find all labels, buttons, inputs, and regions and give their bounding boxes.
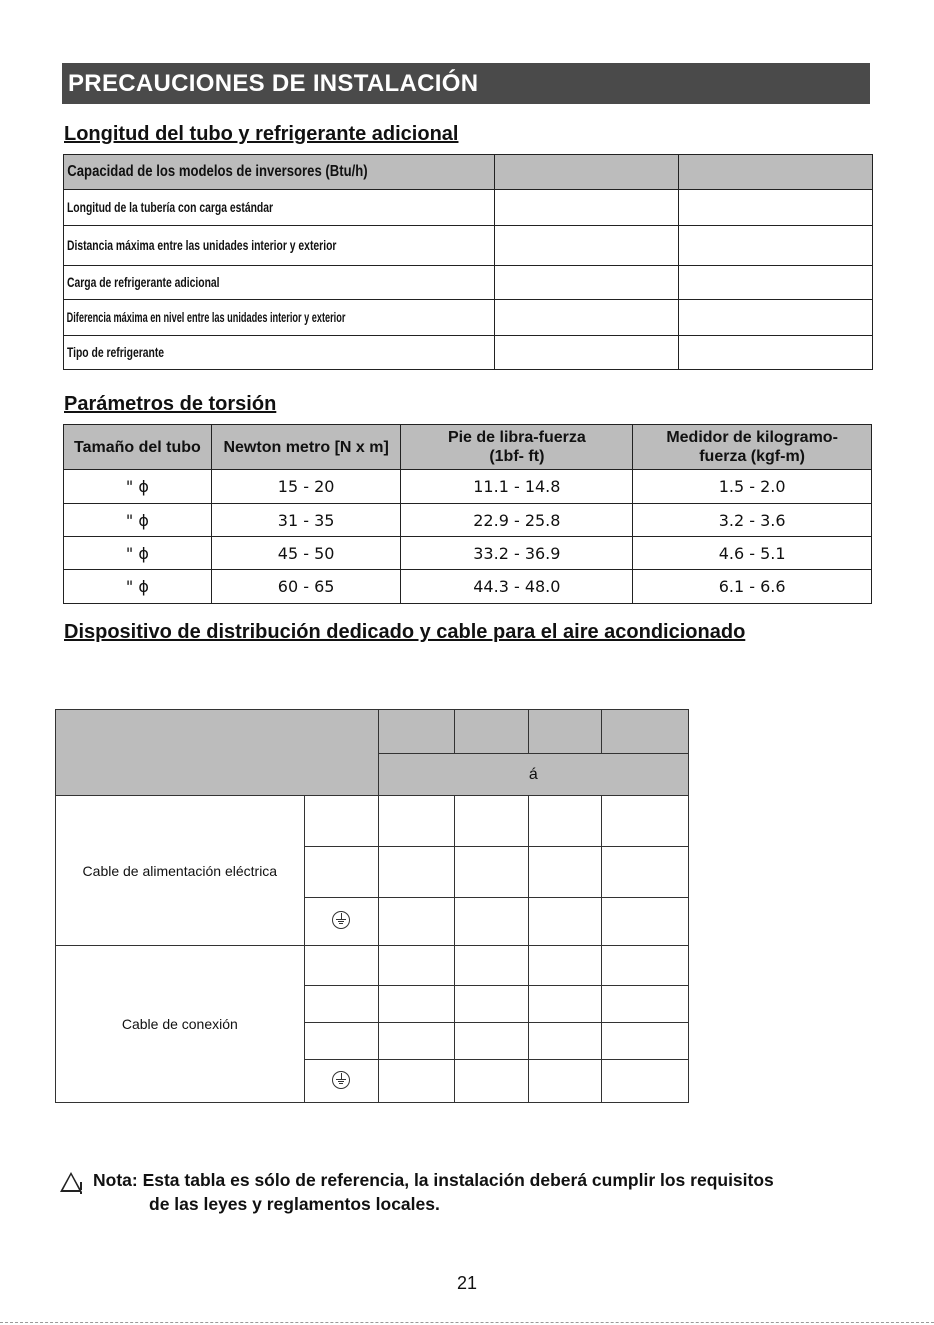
table-cell (378, 1060, 455, 1103)
header-cell (378, 710, 455, 754)
table-cell (679, 300, 873, 336)
torque-table (63, 424, 872, 604)
pipe-size-cell: " ϕ (64, 470, 212, 504)
table-cell: 11.1 - 14.8 (401, 470, 633, 504)
table-cell (304, 1023, 378, 1060)
table-cell (529, 1060, 602, 1103)
table-cell (679, 226, 873, 266)
header-subcell: á (378, 754, 688, 796)
table-cell (64, 300, 495, 336)
column-header: Pie de libra-fuerza (1bf- ft) (401, 425, 633, 470)
row-label: Carga de refrigerante adicional (66, 273, 220, 290)
table-cell (64, 190, 495, 226)
section-title-torque: Parámetros de torsión (64, 393, 277, 415)
table-cell: 44.3 - 48.0 (401, 570, 633, 604)
table-cell (455, 796, 529, 847)
table-cell (304, 946, 378, 986)
table-cell (455, 898, 529, 946)
column-header: Tamaño del tubo (64, 425, 212, 470)
column-header: Newton metro [N x m] (211, 425, 401, 470)
table-cell: 31 - 35 (211, 504, 401, 537)
table-cell (494, 266, 678, 300)
table-cell (455, 946, 529, 986)
table-cell (602, 1023, 689, 1060)
note-block (60, 1168, 880, 1216)
table-cell (602, 986, 689, 1023)
table-row (64, 504, 872, 537)
column-header: Medidor de kilogramo-fuerza (kgf-m) (633, 425, 872, 470)
ground-cell (304, 1060, 378, 1103)
header-cell (602, 710, 689, 754)
row-label: Longitud de la tubería con carga estándar (66, 198, 274, 215)
table-cell (529, 847, 602, 898)
table-cell (679, 155, 873, 190)
table-row (64, 470, 872, 504)
table-cell (64, 155, 495, 190)
table-cell: 1.5 - 2.0 (633, 470, 872, 504)
pipe-size-cell: " ϕ (64, 537, 212, 570)
table-cell: 45 - 50 (211, 537, 401, 570)
pipe-size-cell: " ϕ (64, 570, 212, 604)
header-cell (529, 710, 602, 754)
table-cell (378, 898, 455, 946)
table-row (64, 570, 872, 604)
table-cell (494, 155, 678, 190)
section-title-distribution: Dispositivo de distribución dedicado y cable para el aire acondicionado (64, 621, 746, 643)
pipe-size-cell: " ϕ (64, 504, 212, 537)
table-cell (529, 946, 602, 986)
section-title-pipe-length: Longitud del tubo y refrigerante adicional (64, 123, 459, 145)
table-cell (378, 946, 455, 986)
ground-icon (332, 911, 350, 929)
table-row (64, 537, 872, 570)
table-cell (304, 796, 378, 847)
connection-cable-label: Cable de conexión (56, 946, 305, 1103)
table-cell (455, 986, 529, 1023)
ground-icon (332, 1071, 350, 1089)
row-label: Diferencia máxima en nivel entre las unidades interior y exterior (66, 308, 346, 325)
table-cell (679, 336, 873, 370)
table-cell (602, 898, 689, 946)
page-edge-divider (0, 1322, 934, 1324)
row-label: Distancia máxima entre las unidades interior y exterior (66, 236, 337, 253)
table-cell (304, 986, 378, 1023)
table-cell (602, 847, 689, 898)
page-number: 21 (456, 1273, 478, 1293)
ground-cell (304, 898, 378, 946)
table-cell (602, 946, 689, 986)
cable-table (55, 709, 689, 1103)
note-line-1: Nota: Esta tabla es sólo de referencia, la instalación deberá cumplir los requisitos (93, 1170, 774, 1190)
table-cell (494, 336, 678, 370)
table-cell (378, 986, 455, 1023)
table-cell (494, 300, 678, 336)
table-cell: 6.1 - 6.6 (633, 570, 872, 604)
table-cell: 60 - 65 (211, 570, 401, 604)
table-cell: 4.6 - 5.1 (633, 537, 872, 570)
power-cable-label: Cable de alimentación eléctrica (56, 796, 305, 946)
page-title: PRECAUCIONES DE INSTALACIÓN (62, 63, 870, 104)
table-cell (455, 1060, 529, 1103)
table-cell (304, 847, 378, 898)
table-cell (378, 847, 455, 898)
header-cell (56, 710, 379, 796)
table-cell (378, 1023, 455, 1060)
table-cell (64, 226, 495, 266)
table-cell (494, 190, 678, 226)
table-cell (679, 190, 873, 226)
table-cell: 33.2 - 36.9 (401, 537, 633, 570)
table-cell (529, 986, 602, 1023)
header-cell (455, 710, 529, 754)
table-cell (378, 796, 455, 847)
table-cell (455, 1023, 529, 1060)
table-cell (602, 1060, 689, 1103)
row-label: Tipo de refrigerante (66, 343, 165, 360)
warning-icon (60, 1172, 82, 1192)
table-cell (602, 796, 689, 847)
row-label: Capacidad de los modelos de inversores (Btu/h) (67, 163, 368, 180)
table-cell (455, 847, 529, 898)
table-cell (529, 796, 602, 847)
table-cell (64, 336, 495, 370)
table-cell (64, 266, 495, 300)
table-cell (494, 226, 678, 266)
note-line-2: de las leyes y reglamentos locales. (149, 1194, 440, 1214)
table-cell (529, 898, 602, 946)
table-cell: 3.2 - 3.6 (633, 504, 872, 537)
table-cell: 15 - 20 (211, 470, 401, 504)
table-cell (529, 1023, 602, 1060)
table-cell: 22.9 - 25.8 (401, 504, 633, 537)
table-cell (679, 266, 873, 300)
pipe-length-table (63, 154, 873, 370)
